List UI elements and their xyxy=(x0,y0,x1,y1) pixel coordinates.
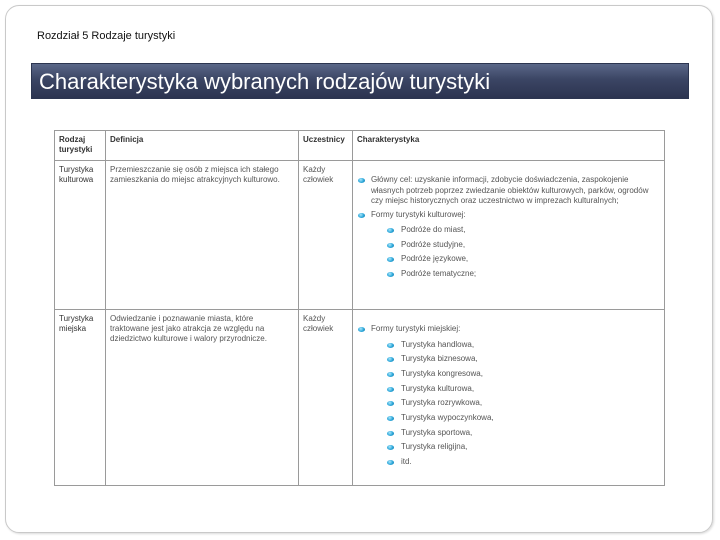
sub-list-item-text: Turystyka biznesowa, xyxy=(401,354,478,364)
sub-list-item-text: Podróże studyjne, xyxy=(401,239,466,249)
bullet-icon xyxy=(387,243,394,248)
bullet-icon xyxy=(387,343,394,348)
row-definition: Odwiedzanie i poznawanie miasta, które traktowane jest jako atrakcja ze względu na dziedzictwo kulturowe i walory przyrodnicze. xyxy=(106,310,299,486)
sub-list-item xyxy=(371,254,660,265)
bullet-icon xyxy=(358,327,365,332)
bullet-icon xyxy=(358,213,365,218)
table-row xyxy=(55,310,665,486)
sub-list-item-text: Turystyka kulturowa, xyxy=(401,383,475,393)
sub-list-item-text: Turystyka sportowa, xyxy=(401,427,473,437)
sub-list-item-text: Podróże do miast, xyxy=(401,225,466,234)
sub-list-item-text: itd. xyxy=(401,457,412,466)
row-characteristics xyxy=(353,161,665,310)
list-item-text: Główny cel: uzyskanie informacji, zdobycie doświadczenia, zaspokojenie własnych potrzeb poprzez zwiedzanie obiektów kulturowych, parków, ogrodów czy miejsc historycznych oraz uczestnictwo w imprezach kulturalnych; xyxy=(371,175,649,205)
header-characteristics: Charakterystyka xyxy=(353,131,665,161)
characteristics-list xyxy=(357,175,660,280)
chapter-label: Rozdział 5 Rodzaje turystyki xyxy=(37,30,176,42)
bullet-icon xyxy=(358,178,365,183)
list-item xyxy=(357,175,660,207)
sub-list-item xyxy=(371,384,660,395)
list-item xyxy=(357,324,660,468)
bullet-icon xyxy=(387,228,394,233)
table-row xyxy=(55,161,665,310)
sub-list-item xyxy=(371,398,660,409)
row-type: Turystyka kulturowa xyxy=(55,161,106,310)
sub-list-item xyxy=(371,413,660,424)
characteristics-list xyxy=(357,324,660,468)
list-item-text: Formy turystyki kulturowej: xyxy=(371,209,466,219)
sub-list-item xyxy=(371,369,660,380)
header-participants: Uczestnicy xyxy=(299,131,353,161)
bullet-icon xyxy=(387,431,394,436)
sub-list-item xyxy=(371,225,660,236)
bullet-icon xyxy=(387,387,394,392)
bullet-icon xyxy=(387,257,394,262)
sub-list-item-text: Turystyka rozrywkowa, xyxy=(401,398,483,408)
header-type: Rodzaj turystyki xyxy=(55,131,106,161)
row-characteristics xyxy=(353,310,665,486)
sub-list-item xyxy=(371,457,660,468)
header-definition: Definicja xyxy=(106,131,299,161)
bullet-icon xyxy=(387,357,394,362)
bullet-icon xyxy=(387,372,394,377)
row-type: Turystyka miejska xyxy=(55,310,106,486)
row-participants: Każdy człowiek xyxy=(299,161,353,310)
sub-list-item-text: Podróże językowe, xyxy=(401,254,469,264)
row-participants: Każdy człowiek xyxy=(299,310,353,486)
sub-list-item xyxy=(371,442,660,453)
list-item-text: Formy turystyki miejskiej: xyxy=(371,324,461,333)
row-definition: Przemieszczanie się osób z miejsca ich stałego zamieszkania do miejsc atrakcyjnych kulturowo. xyxy=(106,161,299,310)
sub-list-item-text: Turystyka kongresowa, xyxy=(401,368,483,378)
sub-list-item xyxy=(371,428,660,439)
list-item xyxy=(357,210,660,280)
bullet-icon xyxy=(387,272,394,277)
bullet-icon xyxy=(387,401,394,406)
sub-list xyxy=(371,225,660,280)
sub-list-item-text: Turystyka handlowa, xyxy=(401,339,475,349)
slide-title: Charakterystyka wybranych rodzajów turystyki xyxy=(31,63,689,99)
sub-list-item xyxy=(371,269,660,280)
bullet-icon xyxy=(387,416,394,421)
bullet-icon xyxy=(387,445,394,450)
sub-list-item xyxy=(371,354,660,365)
sub-list-item-text: Podróże tematyczne; xyxy=(401,269,477,279)
sub-list-item xyxy=(371,240,660,251)
sub-list-item-text: Turystyka religijna, xyxy=(401,442,468,452)
tourism-types-table xyxy=(54,130,665,486)
bullet-icon xyxy=(387,460,394,465)
sub-list-item xyxy=(371,340,660,351)
sub-list xyxy=(371,340,660,468)
sub-list-item-text: Turystyka wypoczynkowa, xyxy=(401,412,494,422)
table-header-row xyxy=(55,131,665,161)
